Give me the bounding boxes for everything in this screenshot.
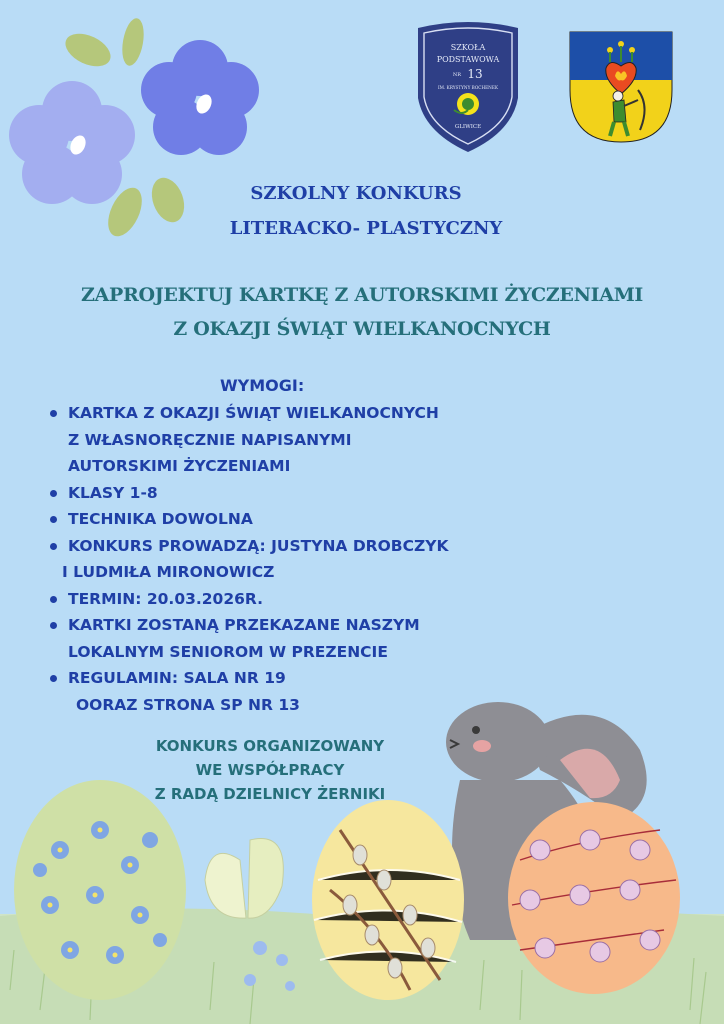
list-item: KARTKI ZOSTANĄ PRZEKAZANE NASZYM LOKALNYM SENIOROM W PREZENCIE (48, 612, 528, 665)
badge-line2: PODSTAWOWA (436, 55, 500, 64)
headline-line2: Z OKAZJI ŚWIĄT WIELKANOCNYCH (173, 318, 551, 340)
easter-egg (312, 800, 464, 1000)
school-badge (412, 20, 524, 156)
requirements-heading: WYMOGI: (220, 376, 305, 395)
bullet-icon (50, 543, 57, 550)
bullet-icon (50, 596, 57, 603)
organizer-line1: KONKURS ORGANIZOWANY (155, 737, 385, 755)
organizer-line3: Z RADĄ DZIELNICY ŻERNIKI (154, 785, 386, 803)
badge-nr: NR (452, 72, 462, 78)
badge-patron: IM. KRYSTYNY BOCHENEK (437, 85, 499, 90)
flower-decoration (0, 0, 280, 250)
bullet-icon (50, 516, 57, 523)
contest-title-line2: LITERACKO- PLASTYCZNY (229, 218, 503, 239)
bullet-icon (50, 675, 57, 682)
list-item: KONKURS PROWADZĄ: JUSTYNA DROBCZYK I LUDMIŁA MIRONOWICZ (48, 533, 528, 586)
butterfly-icon (205, 838, 283, 918)
bullet-icon (50, 410, 57, 417)
organizer-line2: WE WSPÓŁPRACY (195, 761, 345, 779)
bullet-icon (50, 490, 57, 497)
bullet-icon (50, 622, 57, 629)
easter-egg (508, 802, 680, 994)
flower-icon (141, 40, 259, 155)
list-item: TECHNIKA DOWOLNA (48, 506, 528, 533)
list-item: TERMIN: 20.03.2026R. (48, 586, 528, 613)
badge-city: GLIWICE (454, 124, 482, 130)
easter-scene (0, 690, 724, 1024)
headline-line1: ZAPROJEKTUJ KARTKĘ Z AUTORSKIMI ŻYCZENIAMI (80, 284, 644, 306)
badge-number: 13 (467, 67, 483, 81)
list-item: KARTKA Z OKAZJI ŚWIĄT WIELKANOCNYCH Z WŁASNORĘCZNIE NAPISANYMI AUTORSKIMI ŻYCZENIAMI (48, 400, 528, 480)
list-item: KLASY 1-8 (48, 480, 528, 507)
contest-title-line1: SZKOLNY KONKURS (250, 183, 462, 204)
easter-egg (14, 780, 186, 1000)
list-item: REGULAMIN: SALA NR 19 OORAZ STRONA SP NR 13 (48, 665, 528, 718)
district-crest (568, 30, 674, 144)
badge-line1: SZKOŁA (450, 43, 486, 52)
requirements-list (48, 400, 528, 718)
